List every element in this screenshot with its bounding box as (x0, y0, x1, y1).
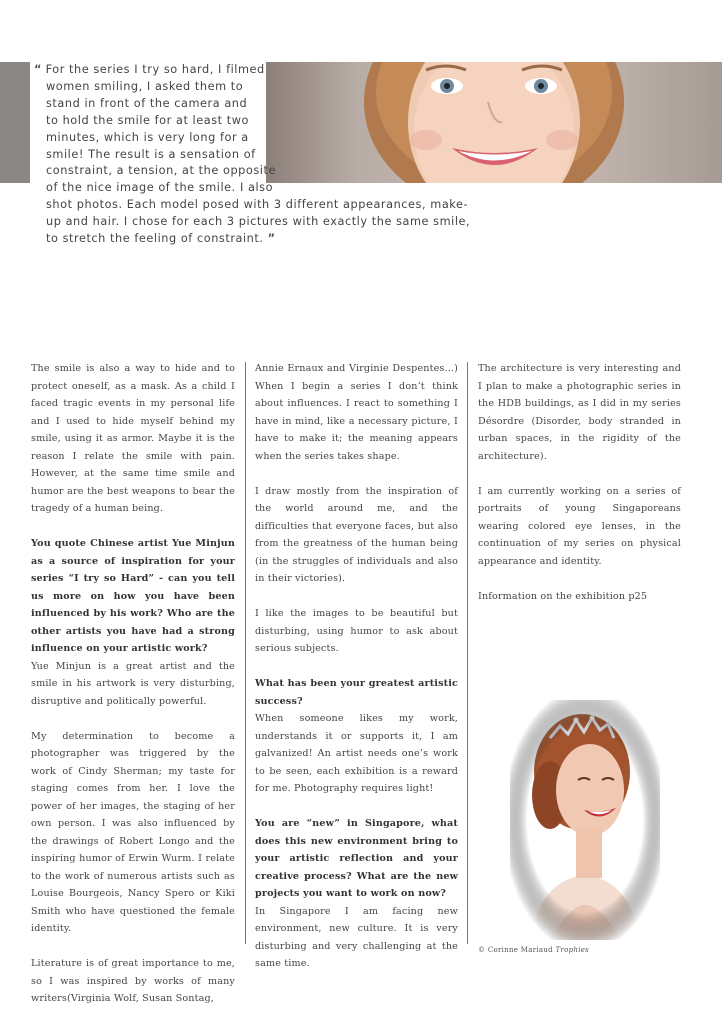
interview-question: What has been your greatest artistic success? (255, 678, 458, 707)
paragraph: Annie Ernaux and Virginie Despentes...) When I begin a series I don’t think about influences. I react to something I have in mind, like a necessary picture, I have to make it; the meaning appears when the series takes shape. (255, 363, 458, 462)
credit-prefix: © Corinne Mariaud (478, 946, 553, 954)
paragraph: Literature is of great importance to me, so I was inspired by works of many writers(Virginia Wolf, Susan Sontag, (31, 958, 235, 1004)
close-quote-mark: ” (267, 232, 276, 246)
quote-line: women smiling, I asked them to (46, 79, 244, 93)
interview-question: You are “new” in Singapore, what does this new environment bring to your artistic reflection and your creative process? What are the new projects you want to work on now? (255, 818, 458, 899)
paragraph: My determination to become a photographer was triggered by the work of Cindy Sherman; my taste for staging comes from her. I love the power of her images, the staging of her own person. I was also influenced by the drawings of Robert Longo and the inspiring humor of Erwin Wurm. I relate to the work of numerous artists such as Louise Bourgeois, Nancy Spero or Kiki Smith who have questioned the female identity. (31, 730, 235, 934)
quote-line: minutes, which is very long for a (46, 130, 249, 144)
article-column-1 (31, 360, 235, 1025)
open-quote-mark: “ (34, 63, 42, 76)
credit-work-title: Trophies (555, 946, 590, 954)
quote-line: to stretch the feeling of constraint. (46, 232, 264, 246)
paragraph: I am currently working on a series of portraits of young Singaporeans wearing colored eye lenses, in the continuation of my series on physical appearance and identity. (478, 485, 681, 567)
column-divider (245, 362, 246, 944)
quote-line: stand in front of the camera and (46, 96, 248, 110)
paragraph: The smile is also a way to hide and to protect oneself, as a mask. As a child I faced tragic events in my personal life and I used to hide myself behind my smile, using it as armor. Maybe it is the reason I relate the smile with pain. However, at the same time smile and humor are the best weapons to bear the tragedy of a human being. (31, 363, 235, 514)
exhibition-info: Information on the exhibition p25 (478, 590, 648, 602)
pull-quote (34, 62, 471, 248)
quote-line: For the series I try so hard, I filmed (45, 63, 265, 76)
interview-question: You quote Chinese artist Yue Minjun as a source of inspiration for your series “I try so Hard” - can you tell us more on how you have been influenced by his work? Who are the other artists you have had a strong influence on your artistic work? (31, 538, 235, 654)
interview-answer: In Singapore I am facing new environment, new culture. It is very disturbing and very challenging at the same time. (255, 905, 458, 969)
paragraph: I draw mostly from the inspiration of the world around me, and the difficulties that everyone faces, but also from the greatness of the human being (in the struggles of individuals and also in their victories). (255, 485, 458, 584)
quote-line: of the nice image of the smile. I also (46, 181, 274, 195)
quote-line: up and hair. I chose for each 3 pictures with exactly the same smile, (46, 215, 471, 229)
photo-credit (478, 946, 589, 954)
column-divider (467, 362, 468, 944)
interview-answer: When someone likes my work, understands it or supports it, I am galvanized! An artist needs one’s work to be seen, each exhibition is a reward for me. Photography requires light! (255, 713, 458, 794)
paragraph: The architecture is very interesting and I plan to make a photographic series in the HDB buildings, as I did in my series Désordre (Disorder, body stranded in urban spaces, in the rigidity of the architecture). (478, 363, 681, 462)
quote-line: to hold the smile for at least two (46, 113, 250, 127)
article-column-2 (255, 360, 458, 990)
quote-line: smile! The result is a sensation of (46, 147, 256, 161)
paragraph: I like the images to be beautiful but disturbing, using humor to ask about serious subjects. (255, 608, 458, 654)
interview-answer: Yue Minjun is a great artist and the smile in his artwork is very disturbing, disruptive and politically powerful. (31, 660, 235, 707)
quote-line: constraint, a tension, at the opposite (46, 164, 276, 178)
article-column-3 (478, 360, 681, 623)
quote-line: shot photos. Each model posed with 3 different appearances, make- (46, 198, 469, 212)
gray-accent-block (0, 62, 30, 183)
tiara-woman-photo (510, 700, 660, 940)
